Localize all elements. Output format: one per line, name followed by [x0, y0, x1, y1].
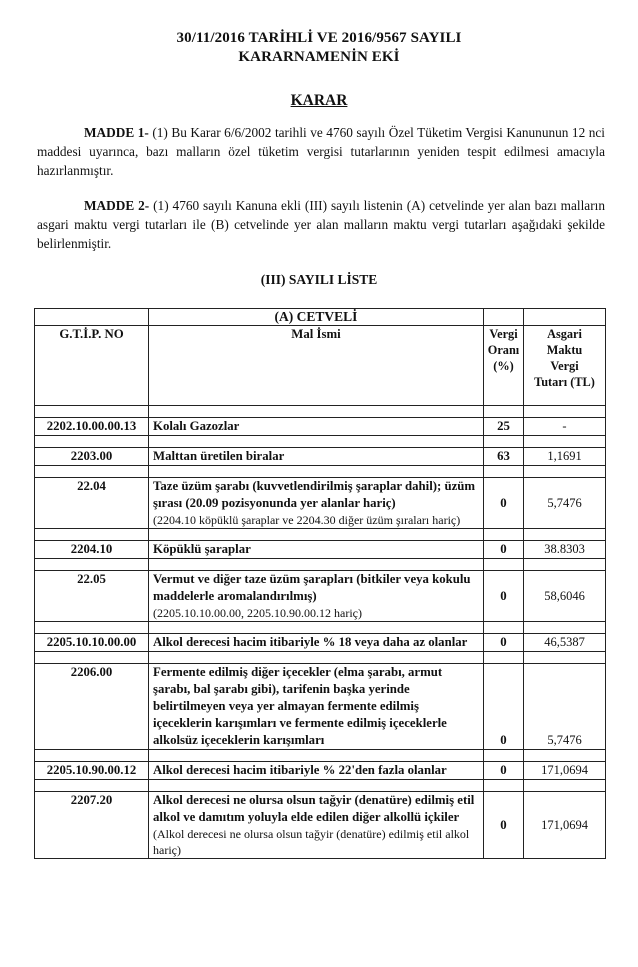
- header-amount: [524, 326, 606, 406]
- table-spacer-row: [35, 652, 606, 664]
- header-rate-line1: Vergi: [489, 327, 518, 341]
- table-row: [35, 478, 606, 529]
- cell-product-name: [149, 634, 484, 652]
- article-1-text: (1) Bu Karar 6/6/2002 tarihli ve 4760 sayılı Özel Tüketim Vergisi Kanununun 12 nci maddesi uyarınca, bazı malların özel tüketim vergisi tutarlarının yeniden tespit edilmesi amacıyla hazırlanmıştır.: [37, 125, 605, 178]
- header-rate: [484, 326, 524, 406]
- header-amount-line2: Maktu: [546, 343, 583, 357]
- cell-tax-rate: 25: [484, 418, 524, 436]
- header-rate-line3: (%): [493, 359, 514, 373]
- cell-gtip-code: 22.05: [35, 571, 149, 622]
- header-amount-line1: Asgari: [547, 327, 582, 341]
- product-name-text: Vermut ve diğer taze üzüm şarapları (bitkiler veya kokulu maddelerle aromalandırılmış): [153, 572, 471, 603]
- table-spacer-row: [35, 750, 606, 762]
- product-name-text: Alkol derecesi ne olursa olsun tağyir (denatüre) edilmiş etil alkol ve damıtım yoluyla elde edilen diğer alkollü içkiler: [153, 793, 475, 824]
- cell-gtip-code: 2205.10.10.00.00: [35, 634, 149, 652]
- header-name: Mal İsmi: [149, 326, 484, 406]
- header-amount-line4: Tutarı (TL): [534, 375, 595, 389]
- product-name-text: Köpüklü şaraplar: [153, 542, 251, 556]
- cell-product-name: [149, 571, 484, 622]
- table-row: [35, 418, 606, 436]
- cell-gtip-code: 2207.20: [35, 792, 149, 859]
- table-spacer-row: [35, 559, 606, 571]
- header-amount-line3: Vergi: [550, 359, 579, 373]
- table-spacer-row: [35, 406, 606, 418]
- cell-tax-rate: 0: [484, 571, 524, 622]
- cell-gtip-code: 2205.10.90.00.12: [35, 762, 149, 780]
- table-row: [35, 762, 606, 780]
- cell-tax-rate: 0: [484, 541, 524, 559]
- product-name-text: Fermente edilmiş diğer içecekler (elma şarabı, armut şarabı, bal şarabı gibi), tarifenin başka yerinde belirtilmeyen veya yer almayan fermente edilmiş içeceklerin karışımları ve fermente edilmiş içeceklerle alkolsüz içeceklerin karışımları: [153, 665, 447, 747]
- cell-min-tax-amount: 5,7476: [524, 478, 606, 529]
- cell-product-name: [149, 664, 484, 750]
- article-2: [37, 196, 605, 253]
- cell-product-name: [149, 792, 484, 859]
- table-caption: (A) CETVELİ: [149, 309, 484, 326]
- header-code: G.T.İ.P. NO: [35, 326, 149, 406]
- table-spacer-row: [35, 780, 606, 792]
- section-heading: KARAR: [290, 92, 348, 109]
- cell-gtip-code: 2203.00: [35, 448, 149, 466]
- article-2-label: MADDE 2-: [84, 198, 150, 213]
- table-spacer-row: [35, 529, 606, 541]
- table-row: [35, 571, 606, 622]
- product-name-text: Taze üzüm şarabı (kuvvetlendirilmiş şaraplar dahil); üzüm şırası (20.09 pozisyonunda yer alanlar hariç): [153, 479, 476, 510]
- cell-min-tax-amount: 46,5387: [524, 634, 606, 652]
- cell-product-name: [149, 448, 484, 466]
- cell-tax-rate: 0: [484, 634, 524, 652]
- cell-min-tax-amount: -: [524, 418, 606, 436]
- cell-min-tax-amount: 5,7476: [524, 664, 606, 750]
- article-1-label: MADDE 1-: [84, 125, 149, 140]
- cell-gtip-code: 2204.10: [35, 541, 149, 559]
- table-row: [35, 541, 606, 559]
- table-row: [35, 634, 606, 652]
- table-spacer-row: [35, 466, 606, 478]
- cell-product-name: [149, 541, 484, 559]
- tax-table: [34, 308, 606, 859]
- product-name-text: Alkol derecesi hacim itibariyle % 18 veya daha az olanlar: [153, 635, 468, 649]
- cell-product-name: [149, 418, 484, 436]
- cell-product-name: [149, 478, 484, 529]
- cell-gtip-code: 2202.10.00.00.13: [35, 418, 149, 436]
- cell-gtip-code: 2206.00: [35, 664, 149, 750]
- product-note-text: (Alkol derecesi ne olursa olsun tağyir (denatüre) edilmiş etil alkol hariç): [153, 827, 470, 857]
- product-note-text: (2205.10.10.00.00, 2205.10.90.00.12 hariç): [153, 606, 362, 620]
- table-row: [35, 792, 606, 859]
- cell-tax-rate: 0: [484, 762, 524, 780]
- cell-min-tax-amount: 171,0694: [524, 762, 606, 780]
- cell-min-tax-amount: 171,0694: [524, 792, 606, 859]
- cell-tax-rate: 0: [484, 792, 524, 859]
- table-spacer-row: [35, 622, 606, 634]
- cell-tax-rate: 0: [484, 664, 524, 750]
- table-spacer-row: [35, 436, 606, 448]
- list-title: (III) SAYILI LİSTE: [260, 272, 378, 287]
- product-name-text: Alkol derecesi hacim itibariyle % 22'den fazla olanlar: [153, 763, 447, 777]
- product-name-text: Malttan üretilen biralar: [153, 449, 285, 463]
- cell-product-name: [149, 762, 484, 780]
- product-name-text: Kolalı Gazozlar: [153, 419, 240, 433]
- table-header-row: [35, 326, 606, 406]
- table-row: [35, 664, 606, 750]
- document-title-line1: 30/11/2016 TARİHLİ VE 2016/9567 SAYILI: [176, 30, 462, 46]
- table-row: [35, 448, 606, 466]
- cell-tax-rate: 0: [484, 478, 524, 529]
- cell-min-tax-amount: 58,6046: [524, 571, 606, 622]
- cell-gtip-code: 22.04: [35, 478, 149, 529]
- cell-tax-rate: 63: [484, 448, 524, 466]
- article-2-text: (1) 4760 sayılı Kanuna ekli (III) sayılı listenin (A) cetvelinde yer alan bazı malların asgari maktu vergi tutarları ile (B) cetvelinde yer alan malların maktu vergi tutarları aşağıdaki şekilde belirlenmiştir.: [37, 198, 605, 251]
- header-rate-line2: Oranı: [487, 343, 520, 357]
- document-title-line2: KARARNAMENİN EKİ: [238, 49, 400, 65]
- table-caption-row: [35, 309, 606, 326]
- article-1: [37, 123, 605, 180]
- cell-min-tax-amount: 1,1691: [524, 448, 606, 466]
- product-note-text: (2204.10 köpüklü şaraplar ve 2204.30 diğer üzüm şıraları hariç): [153, 513, 461, 527]
- cell-min-tax-amount: 38.8303: [524, 541, 606, 559]
